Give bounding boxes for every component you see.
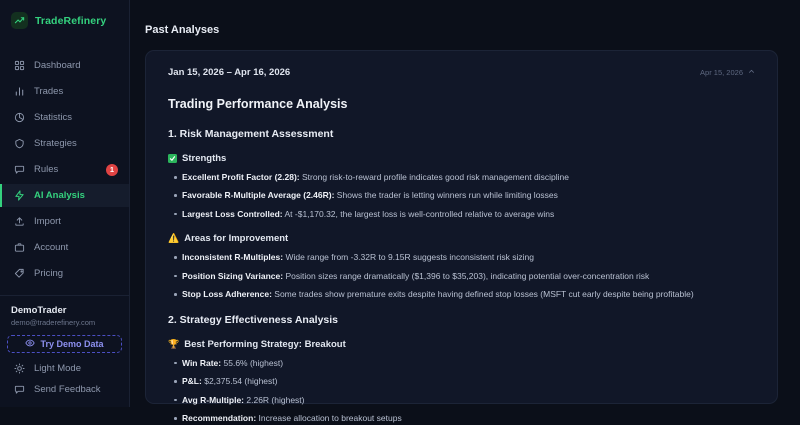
list-item-text: Some trades show premature exits despite having defined stop losses (MSFT cut early despite being profitable) bbox=[274, 289, 694, 300]
list-item-text: $2,375.54 (highest) bbox=[204, 376, 278, 387]
pie-chart-icon bbox=[13, 112, 25, 124]
list-item-term: Win Rate: bbox=[182, 357, 222, 368]
sidebar-item-label: Import bbox=[34, 216, 61, 227]
section-heading-1: 1. Risk Management Assessment bbox=[168, 128, 334, 140]
light-mode-toggle[interactable] bbox=[0, 358, 129, 379]
sidebar-item-label: Strategies bbox=[34, 138, 77, 149]
list-item bbox=[182, 271, 755, 282]
warning-icon: ⚠️ bbox=[168, 233, 180, 244]
list-item-term: Position Sizing Variance: bbox=[182, 270, 284, 281]
eye-icon bbox=[25, 338, 35, 350]
list-item-text: Strong risk-to-reward profile indicates good risk management discipline bbox=[302, 172, 569, 182]
sidebar-footer bbox=[0, 295, 129, 407]
list-item bbox=[182, 376, 755, 387]
status-badge: 1 bbox=[106, 164, 118, 176]
tag-icon bbox=[13, 268, 25, 280]
group-heading-best-strategy bbox=[168, 339, 755, 350]
list-item-term: P&L: bbox=[182, 376, 202, 387]
group-heading-strengths bbox=[168, 153, 755, 164]
user-name: DemoTrader bbox=[11, 305, 67, 316]
group-label: Areas for Improvement bbox=[184, 233, 289, 245]
improvements-list bbox=[168, 252, 755, 300]
sidebar-item-statistics[interactable] bbox=[0, 106, 129, 129]
trophy-icon: 🏆 bbox=[168, 338, 180, 349]
sidebar-item-rules[interactable] bbox=[0, 158, 129, 181]
list-item-term: Recommendation: bbox=[182, 413, 257, 424]
message-icon bbox=[13, 164, 25, 176]
analysis-title: Trading Performance Analysis bbox=[168, 97, 348, 111]
sidebar-item-pricing[interactable] bbox=[0, 262, 129, 285]
list-item-text: Shows the trader is letting winners run while limiting losses bbox=[336, 190, 558, 201]
list-item-term: Favorable R-Multiple Average (2.46R): bbox=[182, 190, 335, 201]
main-content bbox=[130, 0, 800, 424]
sidebar-item-trades[interactable] bbox=[0, 80, 129, 103]
list-item-text: 2.26R (highest) bbox=[246, 394, 305, 405]
created-date: Apr 15, 2026 bbox=[700, 68, 743, 77]
brand-name: TradeRefinery bbox=[35, 14, 107, 27]
list-item bbox=[182, 252, 755, 263]
date-range: Jan 15, 2026 – Apr 16, 2026 bbox=[168, 67, 291, 78]
card-meta bbox=[700, 68, 755, 77]
sidebar-item-label: Rules bbox=[34, 164, 59, 175]
sidebar-item-label: Trades bbox=[34, 86, 64, 97]
chart-line-icon bbox=[11, 12, 28, 29]
sidebar-item-label: Pricing bbox=[34, 268, 64, 279]
try-demo-data-button[interactable] bbox=[7, 335, 122, 353]
list-item bbox=[182, 358, 755, 369]
sidebar-item-account[interactable] bbox=[0, 236, 129, 259]
try-demo-data-label: Try Demo Data bbox=[40, 339, 104, 349]
analysis-card-header[interactable] bbox=[168, 67, 755, 78]
brand-logo[interactable] bbox=[0, 0, 129, 41]
message-icon bbox=[13, 384, 25, 396]
light-mode-label: Light Mode bbox=[34, 363, 82, 374]
strengths-list bbox=[168, 172, 755, 220]
list-item-text: Wide range from -3.32R to 9.15R suggests inconsistent risk sizing bbox=[285, 252, 534, 263]
sidebar-footer-overflow bbox=[0, 400, 129, 407]
list-item-term: Stop Loss Adherence: bbox=[182, 289, 272, 300]
chevron-up-icon[interactable] bbox=[748, 68, 755, 77]
list-item-term: Inconsistent R-Multiples: bbox=[182, 252, 284, 263]
send-feedback-label: Send Feedback bbox=[34, 384, 101, 395]
send-feedback-button[interactable] bbox=[0, 379, 129, 400]
list-item bbox=[182, 289, 755, 300]
page-title: Past Analyses bbox=[145, 24, 220, 36]
list-item-text: Increase allocation to breakout setups bbox=[258, 413, 402, 424]
user-email: demo@traderefinery.com bbox=[11, 318, 96, 327]
analysis-card bbox=[145, 50, 778, 424]
sidebar-item-label: Dashboard bbox=[34, 60, 81, 71]
group-label: Best Performing Strategy: Breakout bbox=[184, 338, 346, 350]
sun-icon bbox=[13, 363, 25, 375]
check-icon bbox=[168, 154, 177, 163]
sidebar-item-label: AI Analysis bbox=[34, 190, 85, 201]
sidebar-item-ai-analysis[interactable] bbox=[0, 184, 129, 207]
sidebar-nav bbox=[0, 54, 129, 285]
list-item bbox=[182, 172, 755, 183]
list-item-text: At -$1,170.32, the largest loss is well-controlled relative to average wins bbox=[284, 208, 555, 219]
lightning-icon bbox=[13, 190, 25, 202]
sidebar-item-import[interactable] bbox=[0, 210, 129, 233]
bar-chart-icon bbox=[13, 86, 25, 98]
list-item-text: 55.6% (highest) bbox=[223, 357, 284, 368]
sidebar-item-label: Statistics bbox=[34, 112, 73, 123]
shield-icon bbox=[13, 138, 25, 150]
list-item bbox=[182, 395, 755, 406]
list-item-term: Avg R-Multiple: bbox=[182, 394, 245, 405]
sidebar bbox=[0, 0, 130, 407]
list-item-text: Position sizes range dramatically ($1,396 to $35,203), indicating potential over-concentration risk bbox=[285, 270, 650, 281]
sidebar-item-dashboard[interactable] bbox=[0, 54, 129, 77]
upload-icon bbox=[13, 216, 25, 228]
grid-icon bbox=[13, 60, 25, 72]
best-strategy-list bbox=[168, 358, 755, 425]
group-label: Strengths bbox=[182, 153, 227, 164]
list-item-term: Largest Loss Controlled: bbox=[182, 208, 283, 219]
group-heading-areas-for-improvement bbox=[168, 233, 755, 244]
sidebar-item-label: Account bbox=[34, 242, 69, 253]
section-heading-2: 2. Strategy Effectiveness Analysis bbox=[168, 313, 339, 326]
list-item-term: Excellent Profit Factor (2.28): bbox=[182, 172, 300, 182]
briefcase-icon bbox=[13, 242, 25, 254]
list-item bbox=[182, 190, 755, 201]
list-item bbox=[182, 413, 755, 424]
sidebar-item-strategies[interactable] bbox=[0, 132, 129, 155]
list-item bbox=[182, 209, 755, 220]
